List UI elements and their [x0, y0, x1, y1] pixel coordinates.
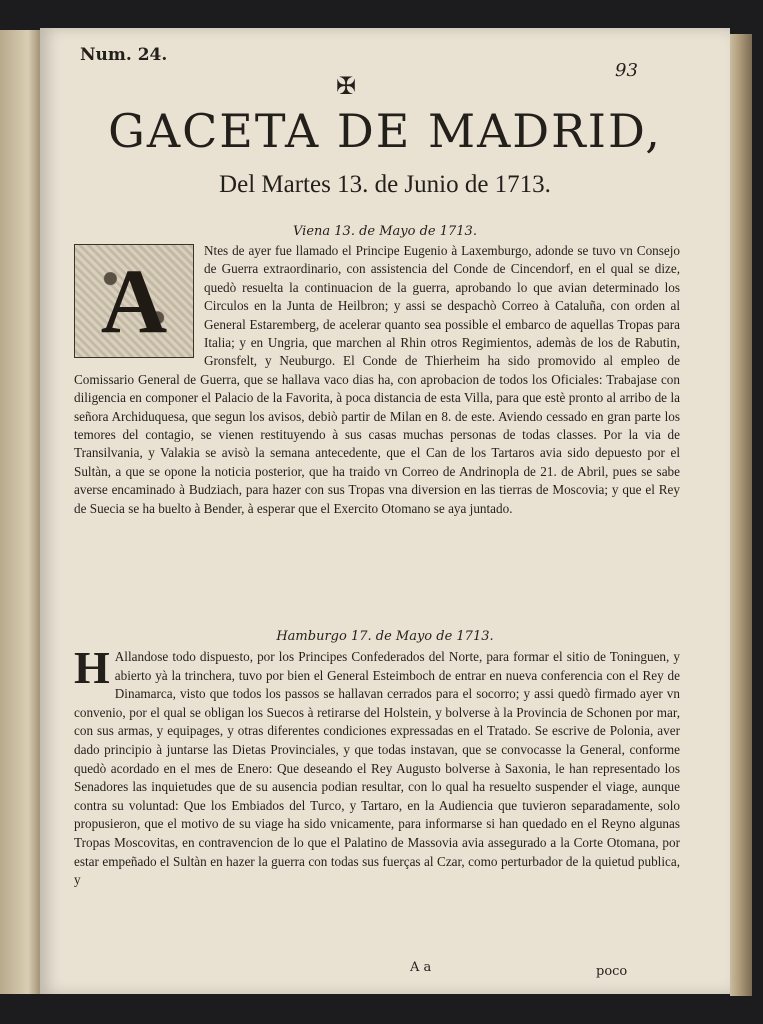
gazette-page [40, 28, 730, 994]
masthead-title: GACETA DE MADRID, [108, 104, 662, 158]
issue-number: Num. 24. [80, 45, 168, 65]
decorated-initial: A [74, 244, 194, 358]
cross-ornament-icon: ✠ [336, 72, 357, 100]
folio-number: 93 [615, 60, 638, 81]
facing-page-edge [0, 30, 41, 994]
signature-mark: A a [410, 960, 432, 975]
initial-letter: H [74, 642, 110, 693]
page-stack-edge [730, 34, 752, 996]
article-viena [74, 242, 680, 518]
dateline-viena: Viena 13. de Mayo de 1713. [293, 224, 477, 239]
article-hamburgo-text: Allandose todo dispuesto, por los Principes Confederados del Norte, para formar el sitio de Toninguen, y abierto yà la trinchera, tuvo por bien el General Esteimboch de entrar en nueva conferencia con el Rey de Dinamarca, visto que todos los passos se hallavan cerrados para el socorro; y assi quedò firmado ayer vn convenio, por el qual se obligan los Suecos à retirarse del Holstein, y bolverse à la Provincia de Schonen por mar, con sus armas, y equipages, y otras diferentes condiciones expressadas en el Tratado. Se escrive de Polonia, aver dado principio à juntarse las Dietas Provinciales, y que todas instavan, que se convocasse la General, conforme quedò acordado en el mes de Enero: Que deseando el Rey Augusto bolverse à Saxonia, le han representado los Senadores las inquietudes que de su ausencia podian resultar, con lo qual ha resuelto suspender el viage, aunque contra su voluntad: Que los Embiados del Turco, y Tartaro, en la Audiencia que tuvieron separadamente, solo propusieron, que el motivo de su viage ha sido vnicamente, para informarse si han quedado en el Reyno algunas Tropas Moscovitas, en contravencion de lo que el Palatino de Massovia avia assegurado a la Corte Otomana, por estar empeñado el Sultàn en hazer la guerra con todas sus fuerças al Czar, como perturbador de la quietud publica, y [74, 649, 680, 888]
article-hamburgo [74, 642, 680, 890]
issue-date: Del Martes 13. de Junio de 1713. [219, 171, 551, 198]
catchword: poco [596, 964, 628, 979]
article-viena-text: Ntes de ayer fue llamado el Principe Eugenio à Laxemburgo, adonde se tuvo vn Consejo de Guerra extraordinario, con assistencia del Conde de Cincendorf, en el qual se dize, quedò resuelta la continuacion de la guerra, aprobando lo que avian determinado los Circulos en la Junta de Heilbron; y assi se despachò Correo à Cataluña, con orden al General Estaremberg, de acelerar quanto sea possible el embarco de aquellas Tropas para Italia; y en Ungria, que marchen al Rhin otros Regimientos, ademàs de los de Rabutin, Gronsfelt, y Neuburgo. El Conde de Thierheim ha sido promovido al empleo de Comissario General de Guerra, que se hallava vaco dias ha, con aprobacion de todos los Oficiales: Trabajase con diligencia en componer el Palacio de la Favorita, à poca distancia de esta Villa, para que estè pronto al arribo de la señora Archiduquesa, que segun los avisos, debiò partir de Milan en 8. de este. Aviendo cessado en gran parte los temores del contagio, se vienen restituyendo à sus casas muchas personas de todas classes. Por la via de Transilvania, y Valakia se avisò la semana antecedente, que el Can de los Tartaros avia sido depuesto por el Sultàn, a que se opone la noticia posterior, que ha traido vn Correo de Andrinopla de 21. de Abril, pues se sabe averse encaminado à Budziach, para hazer con sus Tropas vna diversion en las tierras de Moscovia; y que el Rey de Suecia se ha buelto à Bender, à esperar que el Exercito Otomano se aya juntado. [74, 243, 680, 516]
dateline-hamburgo: Hamburgo 17. de Mayo de 1713. [276, 629, 494, 644]
